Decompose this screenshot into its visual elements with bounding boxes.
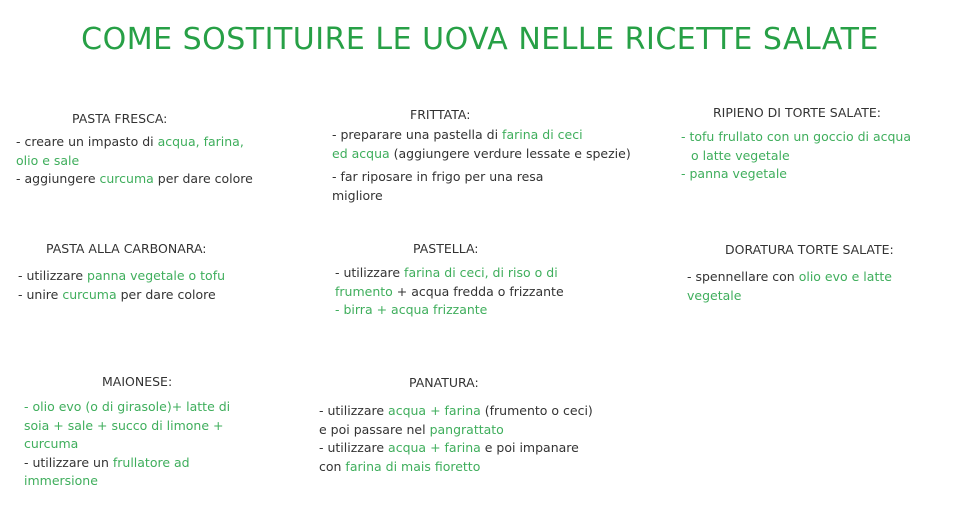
section-maionese bbox=[24, 373, 284, 493]
text-plain: per dare colore bbox=[116, 286, 216, 302]
text-plain: - unire bbox=[18, 286, 63, 302]
text-plain: (aggiungere verdure lessate e spezie) bbox=[389, 145, 631, 161]
section-heading: PASTA FRESCA: bbox=[72, 111, 168, 126]
text-highlight: frumento bbox=[335, 283, 393, 299]
section-doratura-torte-salate bbox=[687, 241, 947, 311]
text-highlight: - panna vegetale bbox=[681, 166, 787, 181]
section-ripieno-torte-salate bbox=[681, 104, 951, 184]
text-plain: (frumento o ceci) bbox=[480, 403, 593, 418]
section-heading: DORATURA TORTE SALATE: bbox=[725, 242, 894, 257]
text-plain: - spennellare con bbox=[687, 269, 799, 284]
section-pasta-fresca bbox=[16, 110, 296, 200]
text-line bbox=[319, 458, 593, 477]
text-plain: - utilizzare un bbox=[24, 454, 113, 470]
section-pastella bbox=[335, 240, 625, 320]
text-highlight: - tofu frullato con un goccio di acqua bbox=[681, 129, 912, 144]
text-line bbox=[18, 286, 225, 305]
section-heading: FRITTATA: bbox=[410, 107, 471, 122]
text-highlight: soia + sale + succo di limone + bbox=[24, 417, 224, 433]
text-line bbox=[18, 267, 225, 286]
text-highlight: frullatore ad bbox=[112, 454, 190, 470]
text-plain: - creare un impasto di bbox=[16, 134, 158, 149]
section-body bbox=[319, 402, 593, 476]
section-heading: PANATURA: bbox=[409, 375, 479, 390]
text-highlight: o latte vegetale bbox=[691, 147, 790, 163]
text-highlight: vegetale bbox=[687, 287, 742, 303]
section-panatura bbox=[319, 374, 619, 484]
text-line bbox=[335, 283, 564, 302]
text-highlight: acqua + farina bbox=[388, 440, 481, 455]
section-heading: PASTA ALLA CARBONARA: bbox=[46, 241, 207, 256]
text-highlight: olio evo e latte bbox=[798, 269, 892, 284]
text-line bbox=[16, 170, 253, 189]
text-highlight: farina di ceci, di riso o di bbox=[404, 265, 558, 280]
text-highlight: ed acqua bbox=[332, 145, 390, 161]
text-plain: - utilizzare bbox=[319, 403, 389, 418]
text-line: migliore bbox=[332, 187, 383, 203]
text-highlight: panna vegetale o tofu bbox=[87, 268, 226, 283]
section-heading: MAIONESE: bbox=[102, 374, 173, 389]
text-line: - far riposare in frigo per una resa bbox=[332, 169, 544, 184]
section-body bbox=[16, 133, 253, 189]
text-highlight: farina di ceci bbox=[502, 127, 583, 142]
text-highlight: - birra + acqua frizzante bbox=[335, 302, 488, 317]
text-plain: - preparare una pastella di bbox=[332, 127, 503, 142]
text-line bbox=[24, 454, 230, 473]
text-highlight: immersione bbox=[24, 473, 98, 488]
text-highlight: - olio evo (o di girasole)+ latte di bbox=[24, 399, 231, 414]
text-line bbox=[332, 145, 631, 164]
text-plain: + acqua fredda o frizzante bbox=[392, 283, 564, 299]
page-title: COME SOSTITUIRE LE UOVA NELLE RICETTE SALATE bbox=[81, 22, 879, 57]
section-body bbox=[332, 126, 631, 205]
section-body bbox=[335, 264, 564, 320]
text-line bbox=[332, 126, 631, 145]
text-line bbox=[335, 264, 564, 283]
text-plain: per dare colore bbox=[153, 171, 253, 186]
section-body bbox=[681, 128, 911, 184]
section-body bbox=[24, 398, 230, 491]
text-highlight: farina di mais fioretto bbox=[345, 458, 481, 474]
text-line bbox=[687, 268, 892, 287]
section-body bbox=[687, 268, 892, 305]
text-highlight: curcuma bbox=[24, 436, 79, 451]
text-plain: - aggiungere bbox=[16, 171, 100, 186]
section-frittata bbox=[332, 106, 652, 206]
text-line bbox=[16, 133, 253, 152]
text-plain: e poi passare nel bbox=[319, 421, 430, 437]
text-plain: - utilizzare bbox=[18, 268, 88, 283]
text-plain: - utilizzare bbox=[319, 440, 389, 455]
text-highlight: curcuma bbox=[99, 171, 154, 186]
text-highlight: acqua + farina bbox=[388, 403, 481, 418]
text-plain: e poi impanare bbox=[480, 440, 579, 455]
text-highlight: acqua, farina, bbox=[157, 134, 244, 149]
text-highlight: pangrattato bbox=[429, 421, 504, 437]
text-highlight: olio e sale bbox=[16, 152, 80, 168]
text-highlight: curcuma bbox=[62, 286, 117, 302]
section-heading: RIPIENO DI TORTE SALATE: bbox=[713, 105, 881, 120]
section-pasta-carbonara bbox=[18, 240, 298, 310]
text-plain: - utilizzare bbox=[335, 265, 405, 280]
section-body bbox=[18, 267, 225, 304]
text-line bbox=[319, 439, 593, 458]
text-plain: con bbox=[319, 458, 346, 474]
text-line bbox=[319, 421, 593, 440]
section-heading: PASTELLA: bbox=[413, 241, 479, 256]
text-line bbox=[319, 402, 593, 421]
